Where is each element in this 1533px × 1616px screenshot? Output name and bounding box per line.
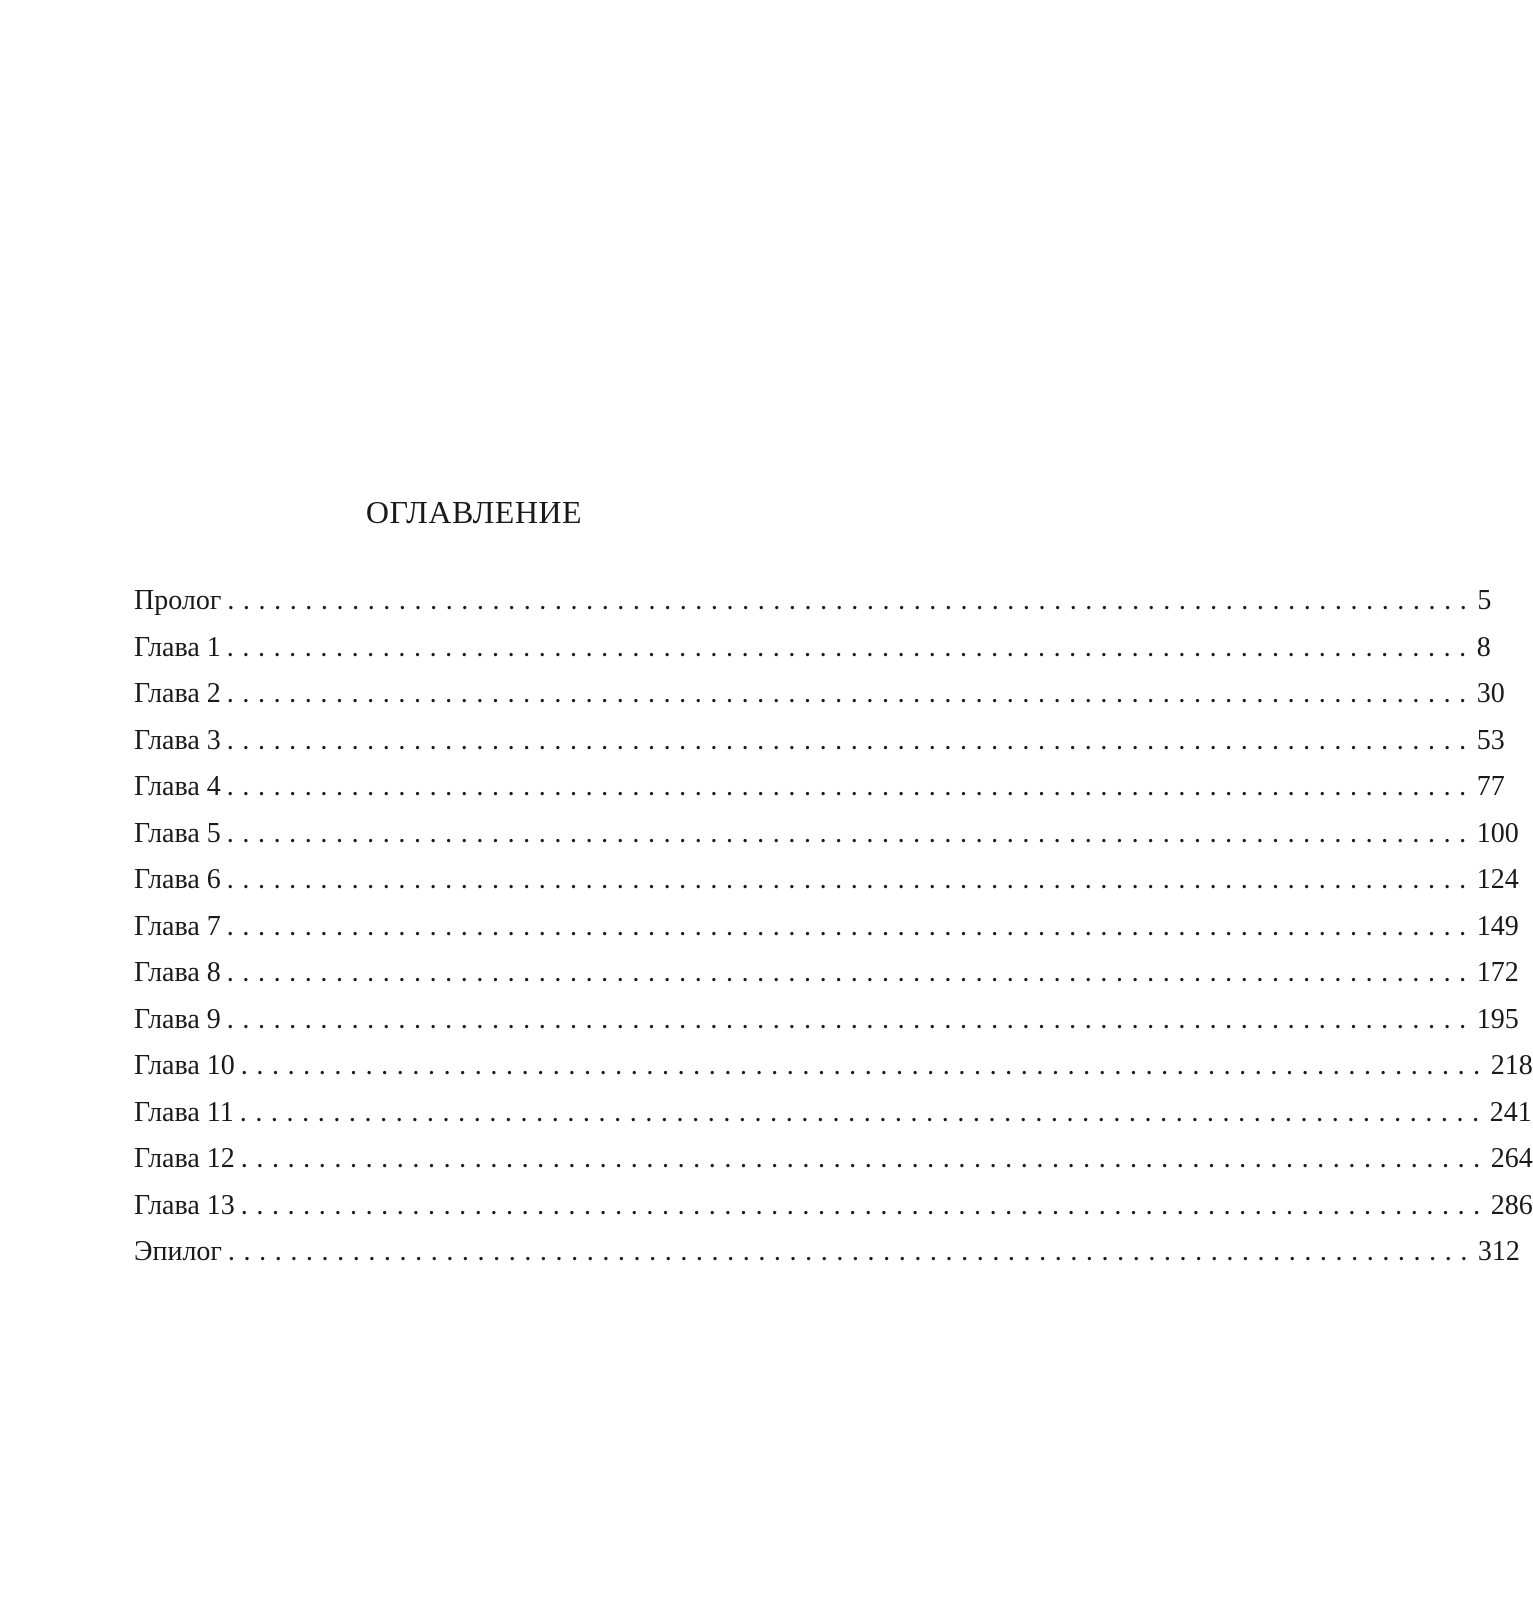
toc-entry [134, 857, 1519, 904]
toc-entry-page: 53 [1475, 718, 1505, 765]
toc-entry-page: 312 [1476, 1229, 1520, 1276]
toc-entry-page: 286 [1489, 1183, 1533, 1230]
toc-entry [134, 811, 1519, 858]
toc-entry-label: Глава 4 [134, 771, 221, 802]
toc-entry-page: 100 [1475, 811, 1519, 858]
toc-entry-label: Глава 3 [134, 724, 221, 756]
toc-entry [134, 950, 1519, 997]
toc-dot-leader: ................................................................................ [226, 678, 1475, 709]
toc-dot-leader: ................................................................................ [240, 1189, 1489, 1221]
toc-dot-leader: ................................................................................ [227, 585, 1476, 616]
toc-entry-page: 264 [1489, 1136, 1533, 1183]
toc-entry-label: Глава 8 [134, 957, 221, 988]
toc-entry-label: Глава 6 [134, 864, 221, 895]
toc-dot-leader: ................................................................................ [226, 957, 1475, 988]
toc-dot-leader: ................................................................................ [226, 817, 1475, 849]
toc-dot-leader: ................................................................................ [226, 724, 1475, 756]
toc-entry-label: Глава 10 [134, 1050, 235, 1081]
toc-dot-leader: ................................................................................ [226, 1003, 1475, 1035]
toc-dot-leader: ................................................................................ [226, 864, 1475, 895]
toc-entry [134, 625, 1491, 672]
toc-dot-leader: ................................................................................ [227, 1236, 1476, 1267]
toc-entry-page: 5 [1475, 578, 1491, 625]
toc-entry [134, 671, 1505, 718]
toc-entry [134, 1183, 1533, 1230]
toc-entry-page: 8 [1475, 625, 1491, 672]
toc-entry [134, 1090, 1532, 1137]
toc-entry [134, 1136, 1533, 1183]
toc-list [134, 578, 1533, 1276]
toc-entry-label: Глава 7 [134, 910, 221, 942]
toc-entry [134, 904, 1519, 951]
toc-entry-label: Глава 9 [134, 1003, 221, 1035]
toc-entry-label: Глава 11 [134, 1096, 234, 1128]
toc-entry-page: 149 [1475, 904, 1519, 951]
toc-entry-label: Глава 5 [134, 817, 221, 849]
toc-entry-label: Эпилог [134, 1236, 222, 1267]
toc-entry-page: 77 [1475, 764, 1505, 811]
toc-dot-leader: ................................................................................ [240, 1050, 1489, 1081]
toc-entry-page: 195 [1475, 997, 1519, 1044]
toc-entry-label: Глава 1 [134, 631, 221, 663]
toc-dot-leader: ................................................................................ [226, 771, 1475, 802]
toc-entry-page: 124 [1475, 857, 1519, 904]
toc-entry-page: 218 [1489, 1043, 1533, 1090]
toc-entry [134, 578, 1492, 625]
toc-dot-leader: ................................................................................ [226, 631, 1475, 663]
toc-entry [134, 718, 1505, 765]
toc-dot-leader: ................................................................................ [239, 1096, 1488, 1128]
toc-entry-page: 241 [1488, 1090, 1532, 1137]
toc-entry-label: Глава 12 [134, 1143, 235, 1174]
toc-entry-page: 30 [1475, 671, 1505, 718]
toc-title: ОГЛАВЛЕНИЕ [365, 494, 583, 530]
toc-entry [134, 764, 1505, 811]
toc-dot-leader: ................................................................................ [226, 910, 1475, 942]
toc-entry-label: Глава 13 [134, 1189, 235, 1221]
toc-entry [134, 997, 1519, 1044]
toc-entry-label: Глава 2 [134, 678, 221, 709]
toc-entry [134, 1229, 1520, 1276]
toc-entry-page: 172 [1475, 950, 1519, 997]
toc-entry-label: Пролог [134, 585, 222, 616]
toc-dot-leader: ................................................................................ [240, 1143, 1489, 1174]
toc-entry [134, 1043, 1533, 1090]
